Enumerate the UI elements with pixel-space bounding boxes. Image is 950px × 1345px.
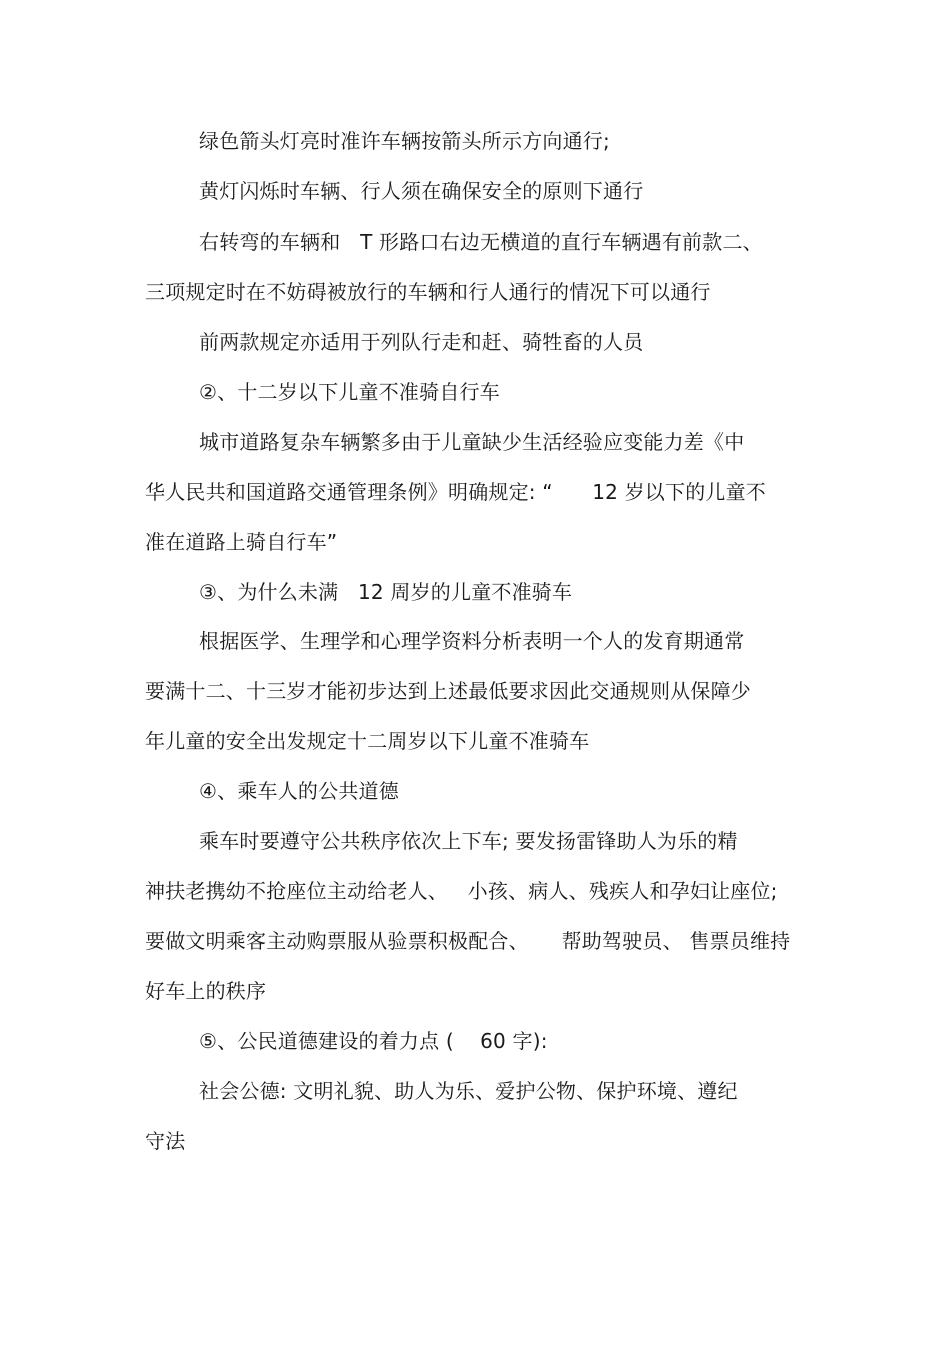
section-heading-5: ⑤、公民道德建设的着力点 ( 60 字): xyxy=(199,1029,548,1053)
text-line-8: 华人民共和国道路交通管理条例》明确规定: “ 12 岁以下的儿童不 xyxy=(145,480,767,504)
section-heading-4: ④、乘车人的公共道德 xyxy=(199,779,399,803)
text-line-2: 黄灯闪烁时车辆、行人须在确保安全的原则下通行 xyxy=(199,179,644,203)
text-line-3: 右转弯的车辆和 T 形路口右边无横道的直行车辆遇有前款二、 xyxy=(199,230,763,254)
text-line-5: 前两款规定亦适用于列队行走和赶、骑牲畜的人员 xyxy=(199,330,644,354)
section-heading-3: ③、为什么未满 12 周岁的儿童不准骑车 xyxy=(199,580,573,604)
text-line-7: 城市道路复杂车辆繁多由于儿童缺少生活经验应变能力差《中 xyxy=(199,430,745,454)
section-heading-2: ②、十二岁以下儿童不准骑自行车 xyxy=(199,380,500,404)
text-line-16: 神扶老携幼不抢座位主动给老人、 小孩、病人、残疾人和孕妇让座位; xyxy=(145,879,778,903)
text-line-18: 好车上的秩序 xyxy=(145,979,267,1003)
text-line-9: 准在道路上骑自行车” xyxy=(145,530,338,554)
text-line-11: 根据医学、生理学和心理学资料分析表明一个人的发育期通常 xyxy=(199,629,745,653)
text-line-1: 绿色箭头灯亮时准许车辆按箭头所示方向通行; xyxy=(199,129,610,153)
text-line-21: 守法 xyxy=(145,1129,186,1153)
text-line-13: 年儿童的安全出发规定十二周岁以下儿童不准骑车 xyxy=(145,729,590,753)
text-line-20: 社会公德: 文明礼貌、助人为乐、爱护公物、保护环境、遵纪 xyxy=(199,1079,738,1103)
text-line-15: 乘车时要遵守公共秩序依次上下车; 要发扬雷锋助人为乐的精 xyxy=(199,829,738,853)
text-line-4: 三项规定时在不妨碍被放行的车辆和行人通行的情况下可以通行 xyxy=(145,280,711,304)
text-line-17: 要做文明乘客主动购票服从验票积极配合、 帮助驾驶员、 售票员维持 xyxy=(145,929,791,953)
text-line-12: 要满十二、十三岁才能初步达到上述最低要求因此交通规则从保障少 xyxy=(145,679,751,703)
